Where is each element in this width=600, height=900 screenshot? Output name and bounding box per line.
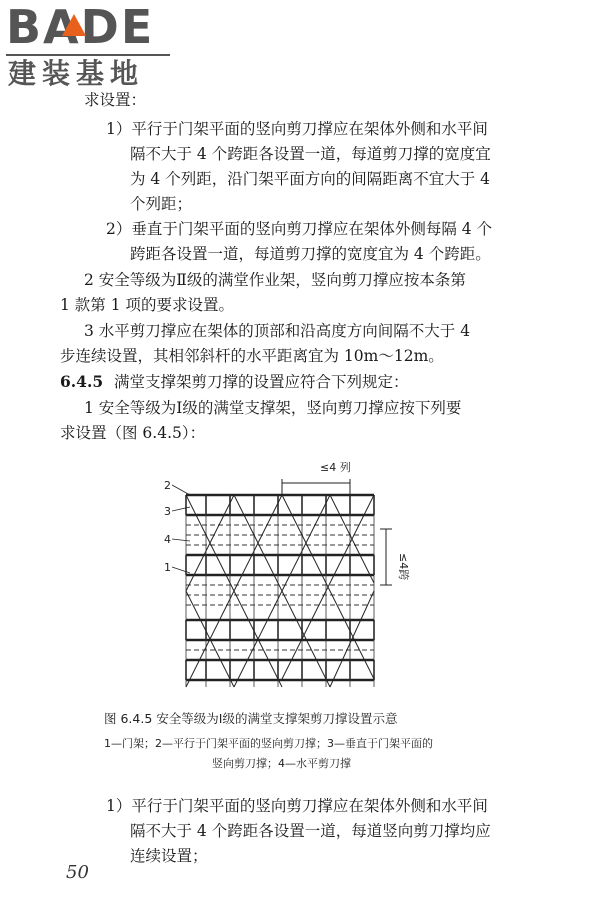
clause2-line1: 2 安全等级为Ⅱ级的满堂作业架，竖向剪刀撑应按本条第 [84, 271, 466, 289]
figure-caption: 图 6.4.5 安全等级为Ⅰ级的满堂支撑架剪刀撑设置示意 [104, 711, 398, 726]
item2-1-line1: 1）平行于门架平面的竖向剪刀撑应在架体外侧和水平间 [106, 797, 488, 815]
item1-1-line3: 为 4 个列距，沿门架平面方向的间隔距离不宜大于 4 [130, 170, 491, 188]
figure-label-side: ≤4跨 [397, 553, 410, 581]
item2-1-line3: 连续设置； [130, 847, 208, 865]
intro-tail: 求设置： [84, 91, 147, 109]
logo-subtitle: 建装基地 [8, 57, 145, 90]
leader-line [172, 507, 190, 511]
leader-line [172, 485, 190, 495]
brand-logo [6, 2, 176, 94]
figure-structure [172, 479, 392, 687]
leader-line [172, 539, 190, 541]
logo-divider [6, 54, 170, 56]
figure-label-1: 1 [164, 561, 171, 574]
item1-2-line1: 2）垂直于门架平面的竖向剪刀撑应在架体外侧每隔 4 个 [106, 220, 493, 238]
figure-label-top: ≤4 列 [320, 461, 351, 474]
logo-accent-triangle [62, 14, 86, 36]
figure-legend-line1: 1—门架；2—平行于门架平面的竖向剪刀撑；3—垂直于门架平面的 [104, 737, 433, 750]
section-number: 6.4.5 [60, 372, 104, 391]
item1-1-line2: 隔不大于 4 个跨距各设置一道，每道剪刀撑的宽度宜 [130, 145, 491, 163]
clause3-line1: 3 水平剪刀撑应在架体的顶部和沿高度方向间隔不大于 4 [84, 322, 471, 340]
figure-label-4: 4 [164, 533, 171, 546]
scaffold-bracing-figure [150, 455, 420, 700]
logo-wordmark: BADE [6, 0, 155, 54]
item2-1-line2: 隔不大于 4 个跨距各设置一道，每道竖向剪刀撑均应 [130, 822, 491, 840]
clause3-line2: 步连续设置，其相邻斜杆的水平距离宜为 10m～12m。 [60, 347, 444, 365]
clause1-line2: 求设置（图 6.4.5）： [60, 424, 206, 442]
figure-legend-line2: 竖向剪刀撑；4—水平剪刀撑 [212, 757, 351, 770]
clause1-line1: 1 安全等级为Ⅰ级的满堂支撑架，竖向剪刀撑应按下列要 [84, 399, 462, 417]
item1-1-line4: 个列距； [130, 195, 193, 213]
item1-2-line2: 跨距各设置一道，每道剪刀撑的宽度宜为 4 个跨距。 [130, 245, 491, 263]
page-number: 50 [66, 862, 89, 883]
clause2-line2: 1 款第 1 项的要求设置。 [60, 296, 235, 314]
section-title: 满堂支撑架剪刀撑的设置应符合下列规定： [114, 373, 409, 391]
item1-1-line1: 1）平行于门架平面的竖向剪刀撑应在架体外侧和水平间 [106, 120, 488, 138]
figure-label-2: 2 [164, 479, 171, 492]
leader-line [172, 567, 190, 573]
figure-label-3: 3 [164, 505, 171, 518]
